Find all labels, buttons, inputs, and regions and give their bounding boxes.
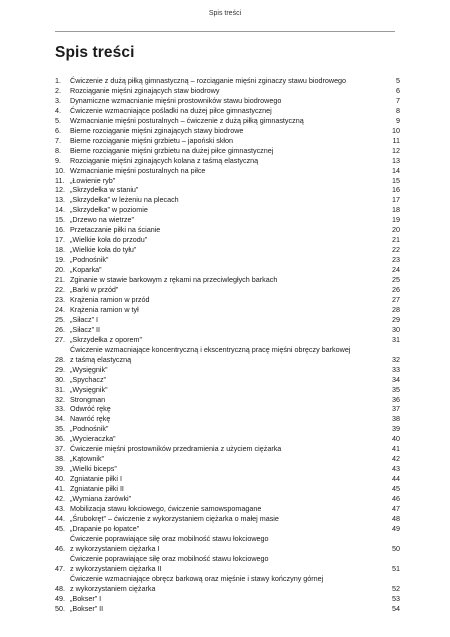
toc-entry-page-number: 54 [392,603,400,613]
toc-entry-title-line: Przetaczanie piłki na ścianie [70,225,161,235]
toc-entry-page-number: 18 [392,205,400,215]
toc-entry-page-number: 49 [392,523,400,533]
toc-entry-number: 14. [55,205,65,215]
toc-entry-title-line: „Łowienie ryb” [70,175,116,185]
toc-entry[interactable] [55,474,400,484]
toc-entry[interactable] [55,146,400,156]
toc-entry-title [70,116,384,126]
toc-entry-title [70,215,384,225]
toc-entry-number: 22. [55,285,65,295]
toc-entry-title-line: „Drzewo na wietrze” [70,215,134,225]
toc-entry-title-line: Bierne rozciąganie mięśni zginających stawy biodrowe [70,125,244,135]
toc-entry-title [70,474,384,484]
toc-entry-number: 19. [55,255,65,265]
toc-entry-title [70,385,384,395]
toc-entry[interactable] [55,604,400,614]
toc-entry-title-line: Bierne rozciąganie mięśni grzbietu – japoński skłon [70,135,234,145]
toc-entry-title [70,534,384,554]
toc-entry-number: 3. [55,95,61,105]
toc-entry-number: 30. [55,374,65,384]
toc-entry-page-number: 40 [392,434,400,444]
toc-entry-page-number: 27 [392,294,400,304]
toc-entry-title-line: Ćwiczenie z dużą piłką gimnastyczną – rozciąganie mięśni zginaczy stawu biodrowego [70,76,347,85]
toc-entry[interactable] [55,434,400,444]
toc-entry-title [70,265,384,275]
toc-entry-title [70,594,384,604]
toc-entry-number: 32. [55,394,65,404]
toc-entry-title [70,275,384,285]
toc-entry-page-number: 33 [392,364,400,374]
toc-entry[interactable] [55,225,400,235]
toc-entry-title-line: Zgniatanie piłki I [70,474,122,484]
toc-entry-page-number: 51 [392,563,400,573]
toc-entry-title [70,126,384,136]
toc-entry[interactable] [55,395,400,405]
toc-entry-title [70,245,384,255]
toc-entry-title-line: „Skrzydełka z oporem” [70,334,142,344]
toc-entry-title [70,295,384,305]
toc-entry-number: 16. [55,225,65,235]
toc-entry-title-line: z wykorzystaniem ciężarka II [70,563,162,573]
toc-entry-page-number: 13 [392,155,400,165]
toc-entry-number: 45. [55,523,65,533]
toc-entry-title-line: „Śrubokręt” – ćwiczenie z wykorzystaniem ciężarka o małej masie [70,513,279,523]
toc-entry-title-line: Wzmacnianie mięśni posturalnych na piłce [70,165,206,175]
toc-entry-title-line: Bierne rozciąganie mięśni grzbietu na dużej piłce gimnastycznej [70,145,274,155]
toc-entry-title-line: Ćwiczenie poprawiające siłę oraz mobilność stawu łokciowego [70,533,269,543]
toc-entry[interactable] [55,554,400,574]
toc-entry[interactable] [55,484,400,494]
toc-entry-title-line: Ćwiczenie wzmacniające pośladki na dużej piłce gimnastycznej [70,105,272,115]
toc-entry-title [70,325,384,335]
toc-entry-title-line: Ćwiczenie poprawiające siłę oraz mobilność stawu łokciowego [70,553,269,563]
toc-entry-page-number: 9 [396,115,400,125]
toc-entry-number: 9. [55,155,61,165]
toc-entry-page-number: 21 [392,235,400,245]
toc-entry-title-line: Dynamiczne wzmacnianie mięśni prostowników stawu biodrowego [70,95,282,105]
toc-entry-title-line: „Skrzydełka” w leżeniu na plecach [70,195,179,205]
toc-entry-title-line: Wzmacnianie mięśni posturalnych – ćwiczenie z dużą piłką gimnastyczną [70,115,304,125]
toc-entry-page-number: 36 [392,394,400,404]
toc-entry-number: 20. [55,265,65,275]
toc-entry[interactable] [55,235,400,245]
toc-entry[interactable] [55,96,400,106]
toc-entry-title [70,454,384,464]
toc-entry-number: 39. [55,464,65,474]
toc-entry-number: 40. [55,474,65,484]
toc-entry[interactable] [55,205,400,215]
toc-entry-title-line: Strongman [70,394,106,404]
toc-entry[interactable] [55,574,400,594]
toc-entry[interactable] [55,275,400,285]
toc-entry[interactable] [55,185,400,195]
toc-entry-title [70,504,384,514]
toc-entry-title-line: Ćwiczenie wzmacniające koncentryczną i ekscentryczną pracę mięśni obręczy barkowej [70,344,351,354]
toc-entry[interactable] [55,245,400,255]
toc-entry-title-line: Rozciąganie mięśni zginających kolana z taśmą elastyczną [70,155,259,165]
toc-entry[interactable] [55,594,400,604]
toc-entry-number: 15. [55,215,65,225]
toc-entry-page-number: 12 [392,145,400,155]
toc-entry[interactable] [55,494,400,504]
toc-entry-title-line: „Wysięgnik” [70,384,108,394]
toc-entry-number: 38. [55,454,65,464]
toc-entry-title [70,136,384,146]
toc-entry[interactable] [55,424,400,434]
toc-entry-page-number: 15 [392,175,400,185]
toc-entry-page-number: 37 [392,404,400,414]
toc-entry-number: 33. [55,404,65,414]
toc-entry-title [70,335,384,345]
toc-entry-page-number: 5 [396,76,400,85]
toc-entry[interactable] [55,335,400,345]
toc-entry[interactable] [55,315,400,325]
toc-entry-page-number: 31 [392,334,400,344]
toc-entry-page-number: 32 [392,354,400,364]
toc-entry-title [70,444,384,454]
toc-entry-title-line: „Podnośnik” [70,255,109,265]
toc-entry-title [70,494,384,504]
toc-entry-number: 31. [55,384,65,394]
toc-entry-page-number: 43 [392,464,400,474]
toc-entry-number: 1. [55,76,61,85]
toc-entry-title-line: Krążenia ramion w przód [70,294,150,304]
toc-entry-number: 42. [55,494,65,504]
toc-entry-title-line: „Skrzydełka w staniu” [70,185,139,195]
toc-entry-title [70,255,384,265]
toc-entry-number: 2. [55,85,61,95]
toc-entry-number: 21. [55,275,65,285]
toc-entry-title [70,484,384,494]
toc-entry-number: 43. [55,503,65,513]
toc-entry[interactable] [55,385,400,395]
toc-entry-page-number: 53 [392,593,400,603]
toc-entry-page-number: 28 [392,304,400,314]
toc-entry[interactable] [55,295,400,305]
toc-entry-title [70,375,384,385]
toc-entry-page-number: 17 [392,195,400,205]
toc-entry[interactable] [55,414,400,424]
toc-entry-title [70,395,384,405]
toc-entry-title-line: Zginanie w stawie barkowym z rękami na przeciwległych barkach [70,275,278,285]
toc-entry[interactable] [55,404,400,414]
toc-entry-page-number: 14 [392,165,400,175]
toc-entry-title [70,106,384,116]
toc-entry-page-number: 42 [392,454,400,464]
toc-entry-title-line: „Wielkie koła do przodu” [70,235,148,245]
toc-entry-page-number: 48 [392,513,400,523]
toc-entry-title [70,195,384,205]
toc-entry-title [70,315,384,325]
toc-entry-title-line: „Koparka” [70,265,102,275]
toc-entry-title-line: „Siłacz” II [70,324,100,334]
toc-entry-title-line: „Bokser” I [70,593,102,603]
toc-entry-title-line: Odwróć rękę [70,404,111,414]
toc-entry-title-line: z wykorzystaniem ciężarka I [70,543,160,553]
toc-entry[interactable] [55,116,400,126]
toc-entry[interactable] [55,156,400,166]
toc-entry-page-number: 26 [392,285,400,295]
toc-entry-title-line: „Wielkie koła do tyłu” [70,245,137,255]
toc-entry-title-line: Nawróć rękę [70,414,111,424]
toc-entry-page-number: 41 [392,444,400,454]
toc-entry[interactable] [55,325,400,335]
toc-entry-page-number: 23 [392,255,400,265]
toc-entry[interactable] [55,86,400,96]
toc-entry-title-line: „Spychacz” [70,374,106,384]
toc-entry-page-number: 7 [396,95,400,105]
toc-entry-page-number: 52 [392,583,400,593]
toc-entry-title [70,604,384,614]
toc-entry[interactable] [55,106,400,116]
toc-entry-title [70,305,384,315]
toc-entry-page-number: 39 [392,424,400,434]
toc-entry[interactable] [55,76,400,86]
toc-entry-title [70,554,384,574]
toc-entry-page-number: 29 [392,314,400,324]
toc-entry-number: 29. [55,364,65,374]
toc-entry-page-number: 8 [396,105,400,115]
toc-entry-number: 10. [55,165,65,175]
toc-entry[interactable] [55,365,400,375]
toc-entry-title [70,176,384,186]
toc-entry-number: 13. [55,195,65,205]
toc-entry-page-number: 45 [392,484,400,494]
toc-entry-number: 5. [55,115,61,125]
toc-entry-title [70,76,384,86]
toc-entry-page-number: 35 [392,384,400,394]
toc-entry-page-number: 22 [392,245,400,255]
toc-entry-title-line: Ćwiczenie mięśni prostowników przedramienia z użyciem ciężarka [70,444,282,454]
toc-entry-title-line: „Barki w przód” [70,285,119,295]
toc-entry-title [70,574,384,594]
toc-entry-title [70,235,384,245]
toc-entry-number: 50. [55,603,65,613]
toc-entry-title [70,166,384,176]
toc-entry-page-number: 25 [392,275,400,285]
toc-entry-title [70,225,384,235]
toc-entry[interactable] [55,375,400,385]
toc-entry-page-number: 11 [392,135,400,145]
toc-entry-page-number: 20 [392,225,400,235]
toc-entry-title [70,146,384,156]
toc-entry-title-line: Krążenia ramion w tył [70,304,139,314]
toc-entry-page-number: 19 [392,215,400,225]
toc-entry-number: 27. [55,334,65,344]
toc-entry-number: 49. [55,593,65,603]
toc-entry-title-line: „Bokser” II [70,603,104,613]
toc-entry-title-line: „Drapanie po łopatce” [70,523,140,533]
toc-entry-title [70,345,384,365]
toc-entry-page-number: 46 [392,494,400,504]
toc-entry-title-line: z wykorzystaniem ciężarka [70,583,156,593]
toc-entry-number: 24. [55,304,65,314]
toc-entry-title [70,96,384,106]
toc-entry-title-line: „Skrzydełka” w poziomie [70,205,148,215]
toc-entry[interactable] [55,215,400,225]
toc-entry-page-number: 44 [392,474,400,484]
running-header: Spis treści [55,0,395,32]
toc-entry-page-number: 6 [396,85,400,95]
toc-entry[interactable] [55,504,400,514]
toc-entry-title-line: z taśmą elastyczną [70,354,132,364]
toc-entry-title-line: „Wycieraczka” [70,434,116,444]
toc-entry-title-line: Zgniatanie piłki II [70,484,124,494]
toc-entry-title [70,404,384,414]
toc-entry-number: 7. [55,135,61,145]
toc-entry-page-number: 16 [392,185,400,195]
toc-entry-title-line: „Wielki biceps” [70,464,117,474]
toc-entry-number: 37. [55,444,65,454]
toc-entry-number: 25. [55,314,65,324]
toc-entry-number: 41. [55,484,65,494]
toc-entry[interactable] [55,464,400,474]
toc-entry-number: 35. [55,424,65,434]
toc-entry[interactable] [55,195,400,205]
toc-entry[interactable] [55,265,400,275]
toc-entry-page-number: 30 [392,324,400,334]
toc-entry[interactable] [55,176,400,186]
toc-entry-number: 23. [55,294,65,304]
toc-entry-page-number: 24 [392,265,400,275]
toc-entry-number: 46. [55,543,65,553]
toc-entry-number: 12. [55,185,65,195]
toc-entry-title-line: „Siłacz” I [70,314,98,324]
toc-entry-number: 17. [55,235,65,245]
toc-entry[interactable] [55,345,400,365]
toc-entry-title-line: Rozciąganie mięśni zginających staw biodrowy [70,85,220,95]
toc-entry-title [70,524,384,534]
table-of-contents [55,76,400,613]
toc-entry[interactable] [55,305,400,315]
toc-entry[interactable] [55,166,400,176]
toc-entry-title-line: „Wymiana żarówki” [70,494,132,504]
toc-entry-number: 36. [55,434,65,444]
toc-entry-title [70,285,384,295]
toc-entry-number: 26. [55,324,65,334]
toc-entry-page-number: 34 [392,374,400,384]
toc-entry[interactable] [55,285,400,295]
toc-entry-number: 18. [55,245,65,255]
toc-entry-title [70,365,384,375]
toc-entry-title [70,156,384,166]
toc-entry-number: 8. [55,145,61,155]
toc-entry[interactable] [55,534,400,554]
toc-entry-number: 34. [55,414,65,424]
toc-entry[interactable] [55,255,400,265]
toc-entry-title [70,185,384,195]
toc-entry-title [70,434,384,444]
toc-entry-page-number: 10 [392,125,400,135]
toc-entry-number: 11. [55,175,65,185]
toc-entry-title [70,464,384,474]
toc-entry-number: 44. [55,513,65,523]
toc-entry-title [70,414,384,424]
toc-entry[interactable] [55,524,400,534]
toc-entry-page-number: 50 [392,543,400,553]
toc-entry-number: 4. [55,105,61,115]
toc-entry[interactable] [55,444,400,454]
toc-entry-title [70,86,384,96]
toc-entry-title-line: „Wysięgnik” [70,364,108,374]
toc-entry-title-line: Ćwiczenie wzmacniające obręcz barkową oraz mięśnie i stawy kończyny górnej [70,573,324,583]
toc-entry[interactable] [55,126,400,136]
toc-entry-page-number: 38 [392,414,400,424]
toc-entry-title [70,424,384,434]
toc-entry-number: 48. [55,583,65,593]
toc-entry-page-number: 47 [392,503,400,513]
toc-entry-number: 47. [55,563,65,573]
toc-entry-title-line: „Podnośnik” [70,424,109,434]
toc-entry-title-line: Mobilizacja stawu łokciowego, ćwiczenie samowspomagane [70,503,262,513]
toc-entry[interactable] [55,514,400,524]
toc-entry[interactable] [55,454,400,464]
toc-entry-title [70,205,384,215]
toc-entry-title-line: „Kątownik” [70,454,104,464]
toc-entry-number: 28. [55,354,65,364]
toc-entry-title [70,514,384,524]
page-title: Spis treści [55,44,135,61]
toc-entry-number: 6. [55,125,61,135]
toc-entry[interactable] [55,136,400,146]
